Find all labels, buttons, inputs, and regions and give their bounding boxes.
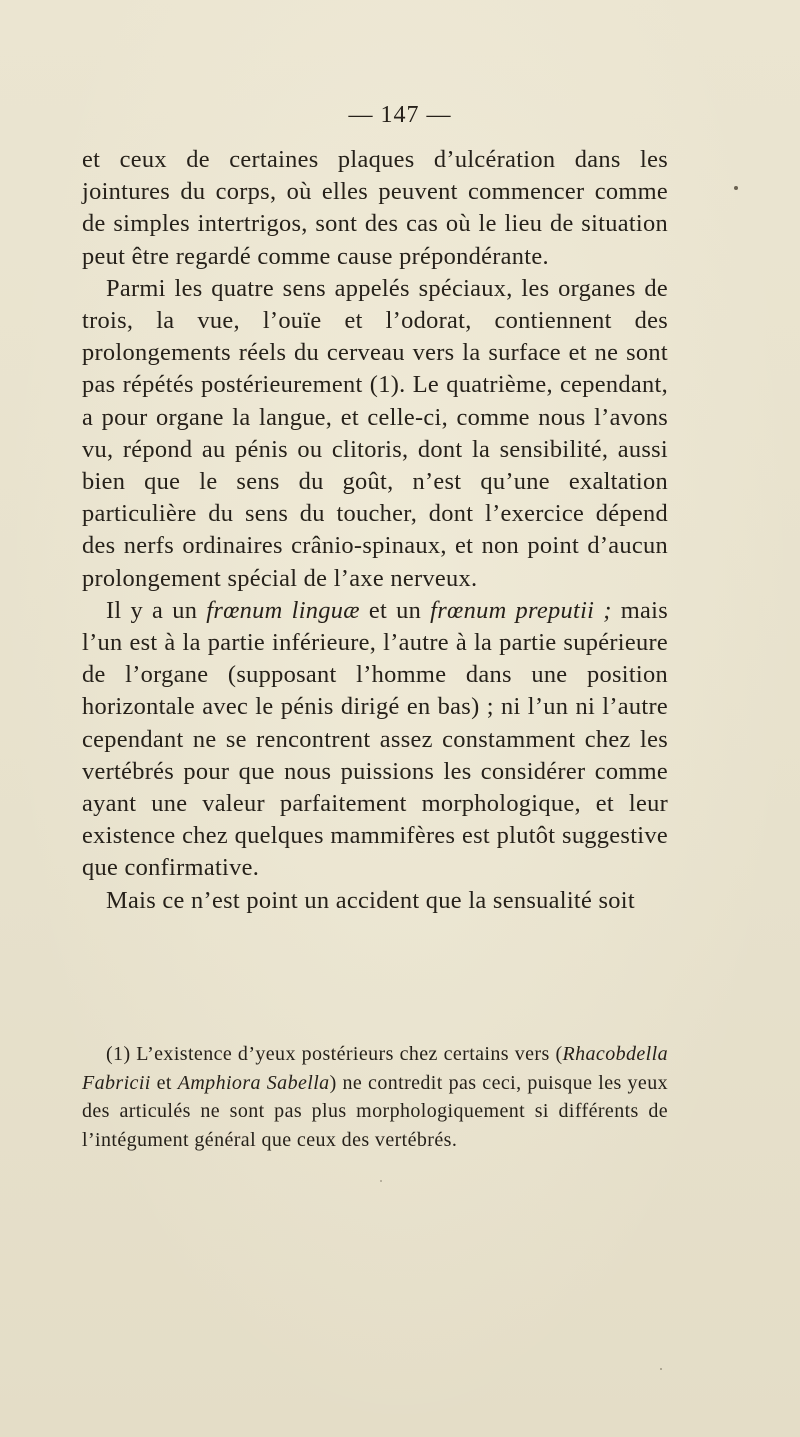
text-run: Il y a un: [106, 596, 207, 624]
paper-speck: [380, 1180, 382, 1182]
paragraph: [82, 273, 668, 595]
paragraph: [82, 885, 668, 917]
paper-speck: [660, 1368, 662, 1370]
paragraph: [82, 144, 668, 273]
paper-speck: [734, 186, 738, 190]
page-number: — 147 —: [348, 102, 452, 128]
italic-text: frœnum preputii ;: [430, 596, 612, 624]
text-run: Mais ce n’est point un accident que la sensualité soit: [106, 886, 635, 914]
italic-text: Amphiora Sabella: [177, 1071, 330, 1094]
footnote: [82, 1040, 668, 1154]
text-run: (1) L’existence d’yeux postérieurs chez certains vers (: [106, 1043, 563, 1065]
text-run: et ceux de certaines plaques d’ulcération dans les jointures du corps, où elles peuvent commencer comme de simples intertrigos, sont des cas où le lieu de situation peut être regardé comme cause prépondérante.: [82, 146, 668, 270]
italic-text: frœnum linguæ: [206, 596, 360, 624]
text-run: ) ne contredit pas ceci, puisque les yeux des articulés ne sont pas plus morphologiquement si différents de l’intégument général que ceux des vertébrés.: [82, 1071, 668, 1151]
paragraph: [82, 595, 668, 885]
text-run: et: [150, 1071, 178, 1094]
text-run: Parmi les quatre sens appelés spéciaux, les organes de trois, la vue, l’ouïe et l’odorat, contiennent des prolongements réels du cerveau vers la surface et ne sont pas répétés postérieurement (1). Le quatrième, cependant, a pour organe la langue, et celle-ci, comme nous l’avons vu, répond au pénis ou clitoris, dont la sensibilité, aussi bien que le sens du goût, n’est qu’une exaltation particulière du sens du toucher, dont l’exercice dépend des nerfs ordinaires crânio-spinaux, et non point d’aucun prolongement spécial de l’axe nerveux.: [82, 274, 668, 592]
body-text: [82, 144, 668, 917]
italic-text: Rhacobdella Fabricii: [82, 1043, 668, 1094]
text-run: mais l’un est à la partie inférieure, l’autre à la partie supérieure de l’organe (supposant l’homme dans une position horizontale avec le pénis dirigé en bas) ; ni l’un ni l’autre cependant ne se rencontrent assez constamment chez les vertébrés pour que nous puissions les considérer comme ayant une valeur parfaitement morphologique, et leur existence chez quelques mammifères est plutôt suggestive que confirmative.: [82, 596, 669, 882]
text-run: et un: [359, 596, 431, 624]
